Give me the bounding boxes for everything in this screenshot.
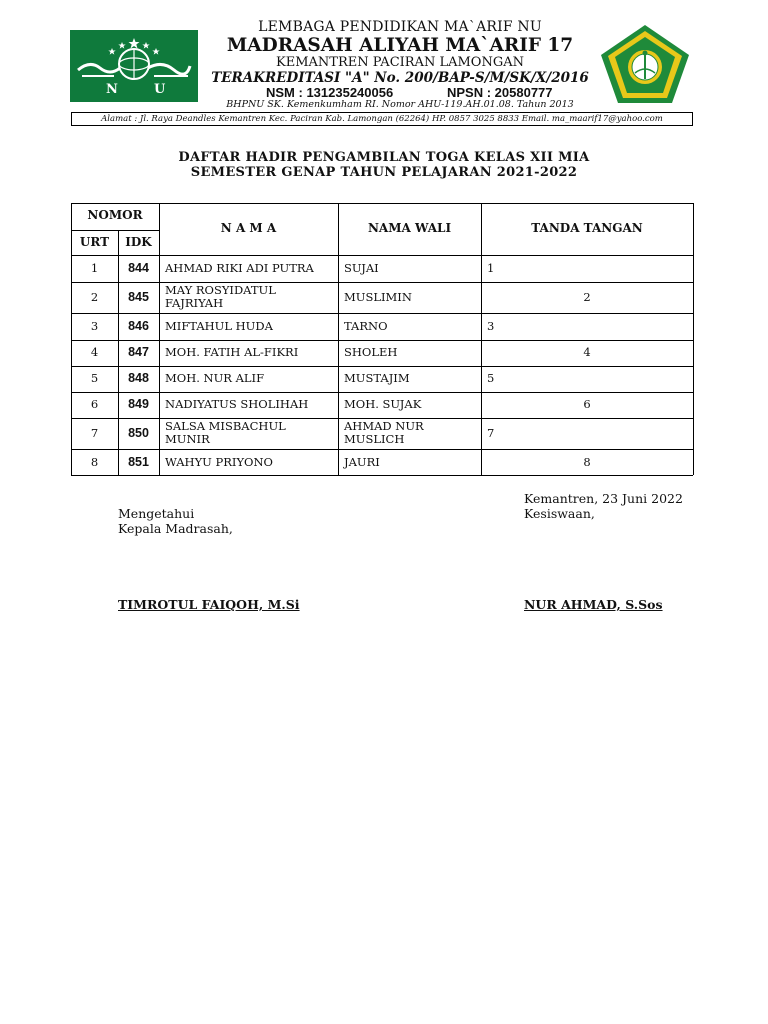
acknowledged-label: Mengetahui <box>118 506 195 521</box>
row-ttd: 6 <box>583 397 591 411</box>
row-wali: MUSTAJIM <box>344 371 410 385</box>
row-nama: SALSA MISBACHUL MUNIR <box>165 419 286 446</box>
row-ttd: 5 <box>487 371 495 385</box>
row-ttd: 7 <box>487 426 495 440</box>
nu-logo-u: U <box>154 82 166 97</box>
row-wali: TARNO <box>344 319 388 333</box>
place-date: Kemantren, 23 Juni 2022 <box>524 491 683 506</box>
headmaster-name: TIMROTUL FAIQOH, M.Si <box>118 597 300 612</box>
row-nama: MIFTAHUL HUDA <box>165 319 273 333</box>
row-idk: 851 <box>128 455 149 469</box>
header-nama: N A M A <box>220 221 277 235</box>
header-idk: IDK <box>125 235 152 249</box>
row-ttd: 2 <box>583 290 591 304</box>
row-urt: 6 <box>90 397 99 411</box>
row-nama: AHMAD RIKI ADI PUTRA <box>165 261 314 275</box>
row-ttd: 4 <box>583 345 591 359</box>
header-wali: NAMA WALI <box>367 221 452 235</box>
header-nomor: NOMOR <box>87 208 143 222</box>
row-ttd: 3 <box>487 319 495 333</box>
row-urt: 4 <box>90 345 99 359</box>
nu-logo-n: N <box>106 82 118 97</box>
header-urt: URT <box>79 235 110 249</box>
row-wali: SHOLEH <box>344 345 398 359</box>
row-nama: MAY ROSYIDATUL FAJRIYAH <box>165 283 276 310</box>
row-nama: WAHYU PRIYONO <box>165 455 273 469</box>
row-urt: 5 <box>90 371 99 385</box>
row-wali: AHMAD NUR MUSLICH <box>344 419 424 446</box>
row-idk: 845 <box>128 290 149 304</box>
row-urt: 3 <box>90 319 99 333</box>
row-idk: 850 <box>128 426 149 440</box>
student-affairs-name: NUR AHMAD, S.Sos <box>524 597 663 612</box>
row-wali: MUSLIMIN <box>344 290 412 304</box>
row-urt: 2 <box>90 290 99 304</box>
document-title: DAFTAR HADIR PENGAMBILAN TOGA KELAS XII MIA <box>178 150 590 165</box>
row-idk: 846 <box>128 319 149 333</box>
row-wali: SUJAI <box>344 261 379 275</box>
row-idk: 844 <box>128 261 149 275</box>
header-nsm: NSM : 131235240056 <box>266 85 394 100</box>
header-foundation: LEMBAGA PENDIDIKAN MA`ARIF NU <box>258 19 542 35</box>
row-wali: JAURI <box>344 455 380 469</box>
row-ttd: 8 <box>583 455 591 469</box>
header-school-name: MADRASAH ALIYAH MA`ARIF 17 <box>226 35 574 56</box>
row-wali: MOH. SUJAK <box>344 397 422 411</box>
row-idk: 847 <box>128 345 149 359</box>
header-location: KEMANTREN PACIRAN LAMONGAN <box>276 55 524 70</box>
header-accreditation: TERAKREDITASI "A" No. 200/BAP-S/M/SK/X/2016 <box>211 70 589 86</box>
header-tanda-tangan: TANDA TANGAN <box>531 221 643 235</box>
row-idk: 848 <box>128 371 149 385</box>
madrasah-emblem <box>599 23 691 105</box>
header-address: Alamat : Jl. Raya Deandles Kemantren Kec. Paciran Kab. Lamongan (62264) HP. 0857 3025 8833 Email. ma_maarif17@yahoo.com <box>71 112 693 126</box>
row-nama: MOH. FATIH AL-FIKRI <box>165 345 299 359</box>
header-npsn: NPSN : 20580777 <box>447 85 553 100</box>
row-urt: 1 <box>90 261 99 275</box>
attendance-table <box>71 203 694 476</box>
row-nama: MOH. NUR ALIF <box>165 371 265 385</box>
headmaster-label: Kepala Madrasah, <box>118 521 233 536</box>
row-idk: 849 <box>128 397 149 411</box>
row-urt: 7 <box>90 426 99 440</box>
nu-logo <box>70 30 198 102</box>
row-ttd: 1 <box>487 261 495 275</box>
header-bhpnu: BHPNU SK. Kemenkumham RI. Nomor AHU-119.AH.01.08. Tahun 2013 <box>226 99 574 110</box>
document-subtitle: SEMESTER GENAP TAHUN PELAJARAN 2021-2022 <box>190 165 578 180</box>
student-affairs-label: Kesiswaan, <box>524 506 595 521</box>
row-nama: NADIYATUS SHOLIHAH <box>165 397 309 411</box>
row-urt: 8 <box>90 455 99 469</box>
